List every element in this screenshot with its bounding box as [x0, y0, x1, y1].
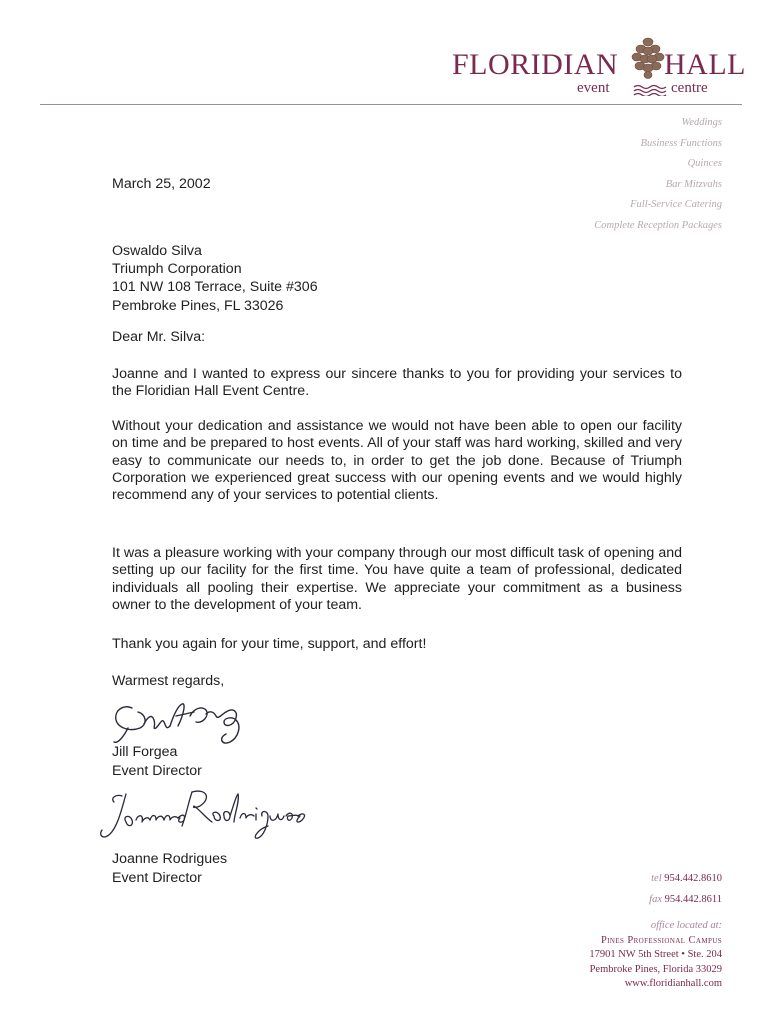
logo-name-left: FLORIDIAN — [452, 48, 619, 81]
phone-line — [492, 872, 722, 887]
recipient-street: 101 NW 108 Terrace, Suite #306 — [112, 279, 318, 296]
signer-title: Event Director — [112, 762, 202, 779]
office-campus: Pines Professional Campus — [600, 934, 722, 946]
signature-jill-forgea — [110, 694, 250, 750]
service-item: Bar Mitzvahs — [665, 178, 722, 190]
closing: Warmest regards, — [112, 673, 225, 689]
office-city: Pembroke Pines, Florida 33029 — [589, 963, 722, 975]
wave-icon — [633, 84, 667, 96]
floridian-hall-logo — [452, 36, 752, 100]
letterhead-divider — [40, 104, 742, 105]
body-paragraph: Thank you again for your time, support, and effort! — [112, 636, 427, 652]
office-label: office located at: — [650, 920, 722, 931]
service-item: Business Functions — [640, 137, 722, 149]
service-item: Complete Reception Packages — [594, 219, 722, 231]
service-item: Weddings — [681, 117, 722, 128]
recipient-name: Oswaldo Silva — [112, 243, 202, 259]
office-street: 17901 NW 5th Street • Ste. 204 — [589, 949, 722, 960]
logo-name-right: HALL — [664, 48, 746, 81]
spacer — [492, 907, 722, 919]
signer-title: Event Director — [112, 869, 202, 886]
logo-sub-right: centre — [671, 80, 708, 96]
body-paragraph: Joanne and I wanted to express our sincere thanks to you for providing your services to the Floridian Hall Event Centre. — [112, 366, 682, 400]
tel-label: tel — [651, 873, 662, 884]
signer-name: Joanne Rodrigues — [112, 851, 228, 867]
services-list — [482, 113, 722, 236]
fax-label: fax — [649, 893, 662, 905]
fax-line — [492, 893, 722, 908]
website: www.floridianhall.com — [624, 978, 722, 989]
letter-date: March 25, 2002 — [112, 176, 211, 192]
service-item: Full-Service Catering — [630, 199, 722, 210]
tel-number: 954.442.8610 — [664, 873, 722, 884]
recipient-city: Pembroke Pines, FL 33026 — [112, 297, 284, 314]
recipient-address — [112, 242, 318, 315]
contact-info — [492, 872, 722, 992]
recipient-company: Triumph Corporation — [112, 261, 242, 278]
signer-block-jill — [112, 743, 202, 780]
pinecone-emblem-icon — [630, 36, 666, 80]
service-item: Quinces — [687, 158, 722, 169]
logo-sub-left: event — [577, 80, 610, 96]
salutation: Dear Mr. Silva: — [112, 329, 206, 345]
signer-name: Jill Forgea — [112, 744, 178, 760]
fax-number: 954.442.8611 — [664, 893, 722, 905]
body-paragraph: Without your dedication and assistance we would not have been able to open our facility on time and be prepared to host events. All of your staff was hard working, skilled and very easy to communicate our needs to, in order to get the job done. Because of Triumph Corporation we experienced great success with our opening events and we would highly recommend any of your services to potential clients. — [112, 418, 682, 504]
signer-block-joanne — [112, 850, 227, 887]
body-paragraph: It was a pleasure working with your company through our most difficult task of opening and setting up our facility for the first time. You have quite a team of professional, dedicated individuals all pooling their expertise. We appreciate your commitment as a business owner to the development of your team. — [112, 545, 682, 613]
signature-joanne-rodrigues — [96, 786, 310, 848]
